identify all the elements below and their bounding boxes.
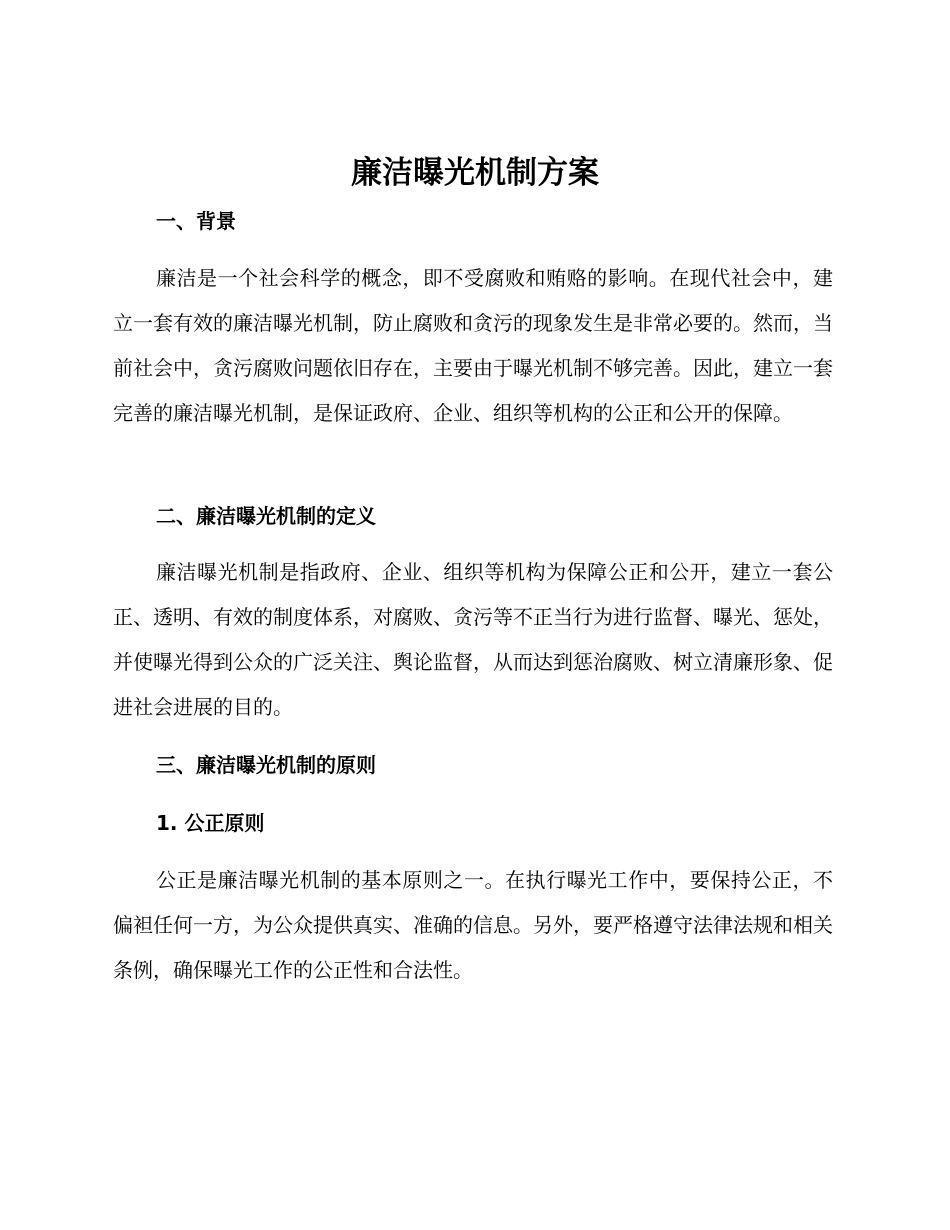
section-paragraph-background: 廉洁是一个社会科学的概念，即不受腐败和贿赂的影响。在现代社会中，建立一套有效的廉洁曝光机制，防止腐败和贪污的现象发生是非常必要的。然而，当前社会中，贪污腐败问题依旧存在，主要由于曝光机制不够完善。因此，建立一套完善的廉洁曝光机制，是保证政府、企业、组织等机构的公正和公开的保障。 — [113, 266, 833, 425]
document-title: 廉洁曝光机制方案 — [351, 155, 599, 191]
section-heading-definition: 二、廉洁曝光机制的定义 — [156, 504, 376, 528]
section-paragraph-definition: 廉洁曝光机制是指政府、企业、组织等机构为保障公正和公开，建立一套公正、透明、有效的制度体系，对腐败、贪污等不正当行为进行监督、曝光、惩处，并使曝光得到公众的广泛关注、舆论监督，从而达到惩治腐败、树立清廉形象、促进社会进展的目的。 — [113, 560, 833, 719]
section-heading-background: 一、背景 — [156, 209, 236, 233]
section-heading-principles: 三、廉洁曝光机制的原则 — [156, 753, 376, 777]
subsection-paragraph-fairness: 公正是廉洁曝光机制的基本原则之一。在执行曝光工作中，要保持公正，不偏袒任何一方，为公众提供真实、准确的信息。另外，要严格遵守法律法规和相关条例，确保曝光工作的公正性和合法性。 — [113, 868, 833, 982]
subsection-heading-fairness: 1. 公正原则 — [156, 811, 265, 835]
